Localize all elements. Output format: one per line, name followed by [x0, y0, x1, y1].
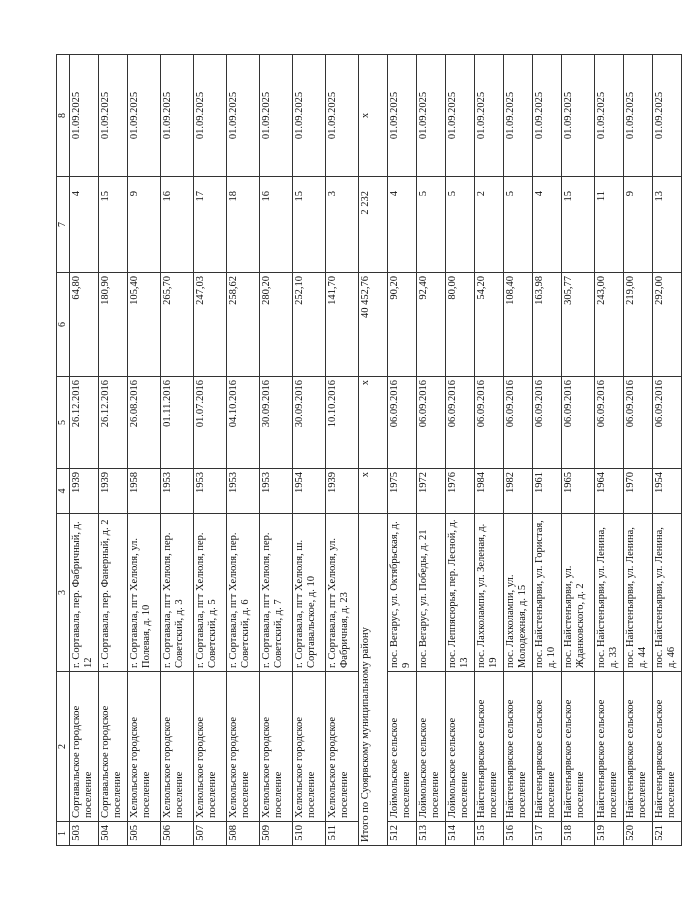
address: пос. Лахколампи, ул. Молодежная, д. 15 — [504, 514, 533, 672]
settlement-name: Найстенъярвское сельское поселение — [595, 672, 624, 822]
construction-year: 1975 — [388, 469, 417, 514]
area-value: 64,80 — [70, 273, 99, 377]
construction-year: 1964 — [595, 469, 624, 514]
recognition-date: 26.12.2016 — [99, 377, 128, 469]
residents-count: 17 — [194, 177, 227, 273]
recognition-date: 06.09.2016 — [475, 377, 504, 469]
relocation-deadline: 01.09.2025 — [504, 55, 533, 177]
settlement-name: Хелюльское городское поселение — [260, 672, 293, 822]
area-value: 163,98 — [533, 273, 562, 377]
settlement-name: Найстенъярвское сельское поселение — [562, 672, 595, 822]
table-row — [293, 55, 326, 846]
address: г. Сортавала, пгт Хелюля, пер. Советский, д. 7 — [260, 514, 293, 672]
settlement-name: Найстенъярвское сельское поселение — [504, 672, 533, 822]
recognition-date: 06.09.2016 — [624, 377, 653, 469]
column-number: 4 — [57, 469, 70, 514]
construction-year: 1953 — [161, 469, 194, 514]
relocation-deadline: 01.09.2025 — [194, 55, 227, 177]
row-number: 521 — [653, 822, 682, 846]
row-number: 509 — [260, 822, 293, 846]
area-value: 180,90 — [99, 273, 128, 377]
residents-count: 5 — [446, 177, 475, 273]
relocation-deadline: 01.09.2025 — [388, 55, 417, 177]
table-row — [653, 55, 682, 846]
relocation-deadline: 01.09.2025 — [475, 55, 504, 177]
residents-count: 11 — [595, 177, 624, 273]
settlement-name: Хелюльское городское поселение — [293, 672, 326, 822]
area-value: 305,77 — [562, 273, 595, 377]
recognition-date: 30.09.2016 — [293, 377, 326, 469]
row-number: 520 — [624, 822, 653, 846]
residents-count: 18 — [227, 177, 260, 273]
area-value: 105,40 — [128, 273, 161, 377]
area-value: 258,62 — [227, 273, 260, 377]
construction-year: 1965 — [562, 469, 595, 514]
subtotal-count: 2 232 — [359, 177, 388, 273]
residents-count: 16 — [161, 177, 194, 273]
construction-year: 1939 — [326, 469, 359, 514]
address: пос. Найстенъярви, ул. Ленина, д. 33 — [595, 514, 624, 672]
address: г. Сортавала, пгт Хелюля, пер. Советский, д. 5 — [194, 514, 227, 672]
column-number: 8 — [57, 55, 70, 177]
area-value: 243,00 — [595, 273, 624, 377]
relocation-deadline: 01.09.2025 — [562, 55, 595, 177]
table-row — [99, 55, 128, 846]
settlement-name: Лоймольское сельское поселение — [388, 672, 417, 822]
residents-count: 4 — [70, 177, 99, 273]
table-row — [417, 55, 446, 846]
relocation-deadline: 01.09.2025 — [417, 55, 446, 177]
table-row — [128, 55, 161, 846]
relocation-deadline: 01.09.2025 — [293, 55, 326, 177]
construction-year: 1976 — [446, 469, 475, 514]
address: г. Сортавала, пгт Хелюля, пер. Советский, д. 3 — [161, 514, 194, 672]
recognition-date: 06.09.2016 — [653, 377, 682, 469]
column-number: 1 — [57, 822, 70, 846]
table-body — [57, 55, 682, 846]
row-number: 514 — [446, 822, 475, 846]
settlement-name: Найстенъярвское сельское поселение — [533, 672, 562, 822]
construction-year: 1970 — [624, 469, 653, 514]
relocation-deadline: 01.09.2025 — [227, 55, 260, 177]
settlement-name: Найстенъярвское сельское поселение — [475, 672, 504, 822]
recognition-date: 06.09.2016 — [504, 377, 533, 469]
residents-count: 15 — [293, 177, 326, 273]
area-value: 54,20 — [475, 273, 504, 377]
table-row — [260, 55, 293, 846]
area-value: 80,00 — [446, 273, 475, 377]
recognition-date: 01.07.2016 — [194, 377, 227, 469]
row-number: 513 — [417, 822, 446, 846]
rotated-table-wrapper — [56, 55, 677, 846]
address: пос. Найстенъярви, ул. Ленина, д. 44 — [624, 514, 653, 672]
residents-count: 5 — [504, 177, 533, 273]
construction-year: 1972 — [417, 469, 446, 514]
address: пос. Найстенъярви, ул. Жданковского, д. 2 — [562, 514, 595, 672]
row-number: 517 — [533, 822, 562, 846]
table-row — [475, 55, 504, 846]
recognition-date: 30.09.2016 — [260, 377, 293, 469]
row-number: 508 — [227, 822, 260, 846]
subtotal-deadline: х — [359, 55, 388, 177]
relocation-deadline: 01.09.2025 — [128, 55, 161, 177]
row-number: 510 — [293, 822, 326, 846]
table-row — [388, 55, 417, 846]
settlement-name: Найстенъярвское сельское поселение — [624, 672, 653, 822]
residents-count: 15 — [562, 177, 595, 273]
table-row — [504, 55, 533, 846]
address: пос. Лахколампи, ул. Зеленая, д. 19 — [475, 514, 504, 672]
recognition-date: 26.12.2016 — [70, 377, 99, 469]
address: г. Сортавала, пгт Хелюля, ул. Полевая, д. 10 — [128, 514, 161, 672]
construction-year: 1939 — [99, 469, 128, 514]
table-row — [624, 55, 653, 846]
recognition-date: 01.11.2016 — [161, 377, 194, 469]
construction-year: 1939 — [70, 469, 99, 514]
relocation-deadline: 01.09.2025 — [624, 55, 653, 177]
area-value: 280,20 — [260, 273, 293, 377]
residents-count: 5 — [417, 177, 446, 273]
residents-count: 15 — [99, 177, 128, 273]
construction-year: 1961 — [533, 469, 562, 514]
row-number: 503 — [70, 822, 99, 846]
address: пос. Вегарус, ул. Октябрьская, д. 9 — [388, 514, 417, 672]
relocation-deadline: 01.09.2025 — [99, 55, 128, 177]
area-value: 90,20 — [388, 273, 417, 377]
address: г. Сортавала, пер. Фабричный, д. 12 — [70, 514, 99, 672]
recognition-date: 04.10.2016 — [227, 377, 260, 469]
area-value: 292,00 — [653, 273, 682, 377]
area-value: 252,10 — [293, 273, 326, 377]
residents-count: 3 — [326, 177, 359, 273]
residents-count: 9 — [624, 177, 653, 273]
recognition-date: 06.09.2016 — [388, 377, 417, 469]
settlement-name: Хелюльское городское поселение — [227, 672, 260, 822]
subtotal-date: х — [359, 377, 388, 469]
column-number: 2 — [57, 672, 70, 822]
construction-year: 1954 — [653, 469, 682, 514]
area-value: 219,00 — [624, 273, 653, 377]
construction-year: 1953 — [194, 469, 227, 514]
relocation-deadline: 01.09.2025 — [446, 55, 475, 177]
table-row — [595, 55, 624, 846]
construction-year: 1958 — [128, 469, 161, 514]
subtotal-row — [359, 55, 388, 846]
column-number: 3 — [57, 514, 70, 672]
row-number: 507 — [194, 822, 227, 846]
subtotal-label: Итого по Суоярвскому муниципальному району — [359, 514, 388, 846]
settlement-name: Лоймольское сельское поселение — [446, 672, 475, 822]
address: пос. Найстенъярви, ул. Гористая, д. 10 — [533, 514, 562, 672]
settlement-name: Найстенъярвское сельское поселение — [653, 672, 682, 822]
residents-count: 16 — [260, 177, 293, 273]
row-number: 516 — [504, 822, 533, 846]
recognition-date: 06.09.2016 — [446, 377, 475, 469]
table-row — [194, 55, 227, 846]
relocation-deadline: 01.09.2025 — [653, 55, 682, 177]
column-number: 7 — [57, 177, 70, 273]
settlement-name: Хелюльское городское поселение — [326, 672, 359, 822]
construction-year: 1954 — [293, 469, 326, 514]
area-value: 108,40 — [504, 273, 533, 377]
address: пос. Найстенъярви, ул. Ленина, д. 46 — [653, 514, 682, 672]
table-row — [227, 55, 260, 846]
address: г. Сортавала, пгт Хелюля, пер. Советский, д. 6 — [227, 514, 260, 672]
residents-count: 4 — [388, 177, 417, 273]
row-number: 518 — [562, 822, 595, 846]
area-value: 247,03 — [194, 273, 227, 377]
area-value: 265,70 — [161, 273, 194, 377]
construction-year: 1953 — [227, 469, 260, 514]
column-number: 5 — [57, 377, 70, 469]
construction-year: 1953 — [260, 469, 293, 514]
residents-count: 9 — [128, 177, 161, 273]
row-number: 504 — [99, 822, 128, 846]
table-row — [326, 55, 359, 846]
address: г. Сортавала, пгт Хелюля, ш. Сортавальское, д. 10 — [293, 514, 326, 672]
relocation-deadline: 01.09.2025 — [533, 55, 562, 177]
residents-count: 2 — [475, 177, 504, 273]
address: г. Сортавала, пер. Фанерный, д. 2 — [99, 514, 128, 672]
relocation-deadline: 01.09.2025 — [161, 55, 194, 177]
area-value: 141,70 — [326, 273, 359, 377]
table-row — [533, 55, 562, 846]
settlement-name: Сортавальское городское поселение — [99, 672, 128, 822]
table-row — [161, 55, 194, 846]
column-number: 6 — [57, 273, 70, 377]
recognition-date: 06.09.2016 — [595, 377, 624, 469]
address: г. Сортавала, пгт Хелюля, ул. Фабричная, д. 23 — [326, 514, 359, 672]
settlement-name: Сортавальское городское поселение — [70, 672, 99, 822]
housing-register-table — [56, 54, 682, 846]
table-row — [446, 55, 475, 846]
recognition-date: 06.09.2016 — [417, 377, 446, 469]
row-number: 506 — [161, 822, 194, 846]
row-number: 505 — [128, 822, 161, 846]
area-value: 92,40 — [417, 273, 446, 377]
table-row — [70, 55, 99, 846]
relocation-deadline: 01.09.2025 — [70, 55, 99, 177]
relocation-deadline: 01.09.2025 — [326, 55, 359, 177]
settlement-name: Хелюльское городское поселение — [161, 672, 194, 822]
relocation-deadline: 01.09.2025 — [260, 55, 293, 177]
settlement-name: Хелюльское городское поселение — [194, 672, 227, 822]
construction-year: 1984 — [475, 469, 504, 514]
recognition-date: 06.09.2016 — [562, 377, 595, 469]
residents-count: 13 — [653, 177, 682, 273]
row-number: 512 — [388, 822, 417, 846]
subtotal-year: х — [359, 469, 388, 514]
column-number-row — [57, 55, 70, 846]
subtotal-area: 40 452,76 — [359, 273, 388, 377]
relocation-deadline: 01.09.2025 — [595, 55, 624, 177]
address: пос. Леппясюрья, пер. Лесной, д. 13 — [446, 514, 475, 672]
settlement-name: Лоймольское сельское поселение — [417, 672, 446, 822]
row-number: 511 — [326, 822, 359, 846]
table-row — [562, 55, 595, 846]
recognition-date: 10.10.2016 — [326, 377, 359, 469]
address: пос. Вегарус, ул. Победы, д. 21 — [417, 514, 446, 672]
settlement-name: Хелюльское городское поселение — [128, 672, 161, 822]
row-number: 519 — [595, 822, 624, 846]
row-number: 515 — [475, 822, 504, 846]
recognition-date: 06.09.2016 — [533, 377, 562, 469]
residents-count: 4 — [533, 177, 562, 273]
recognition-date: 26.08.2016 — [128, 377, 161, 469]
construction-year: 1982 — [504, 469, 533, 514]
